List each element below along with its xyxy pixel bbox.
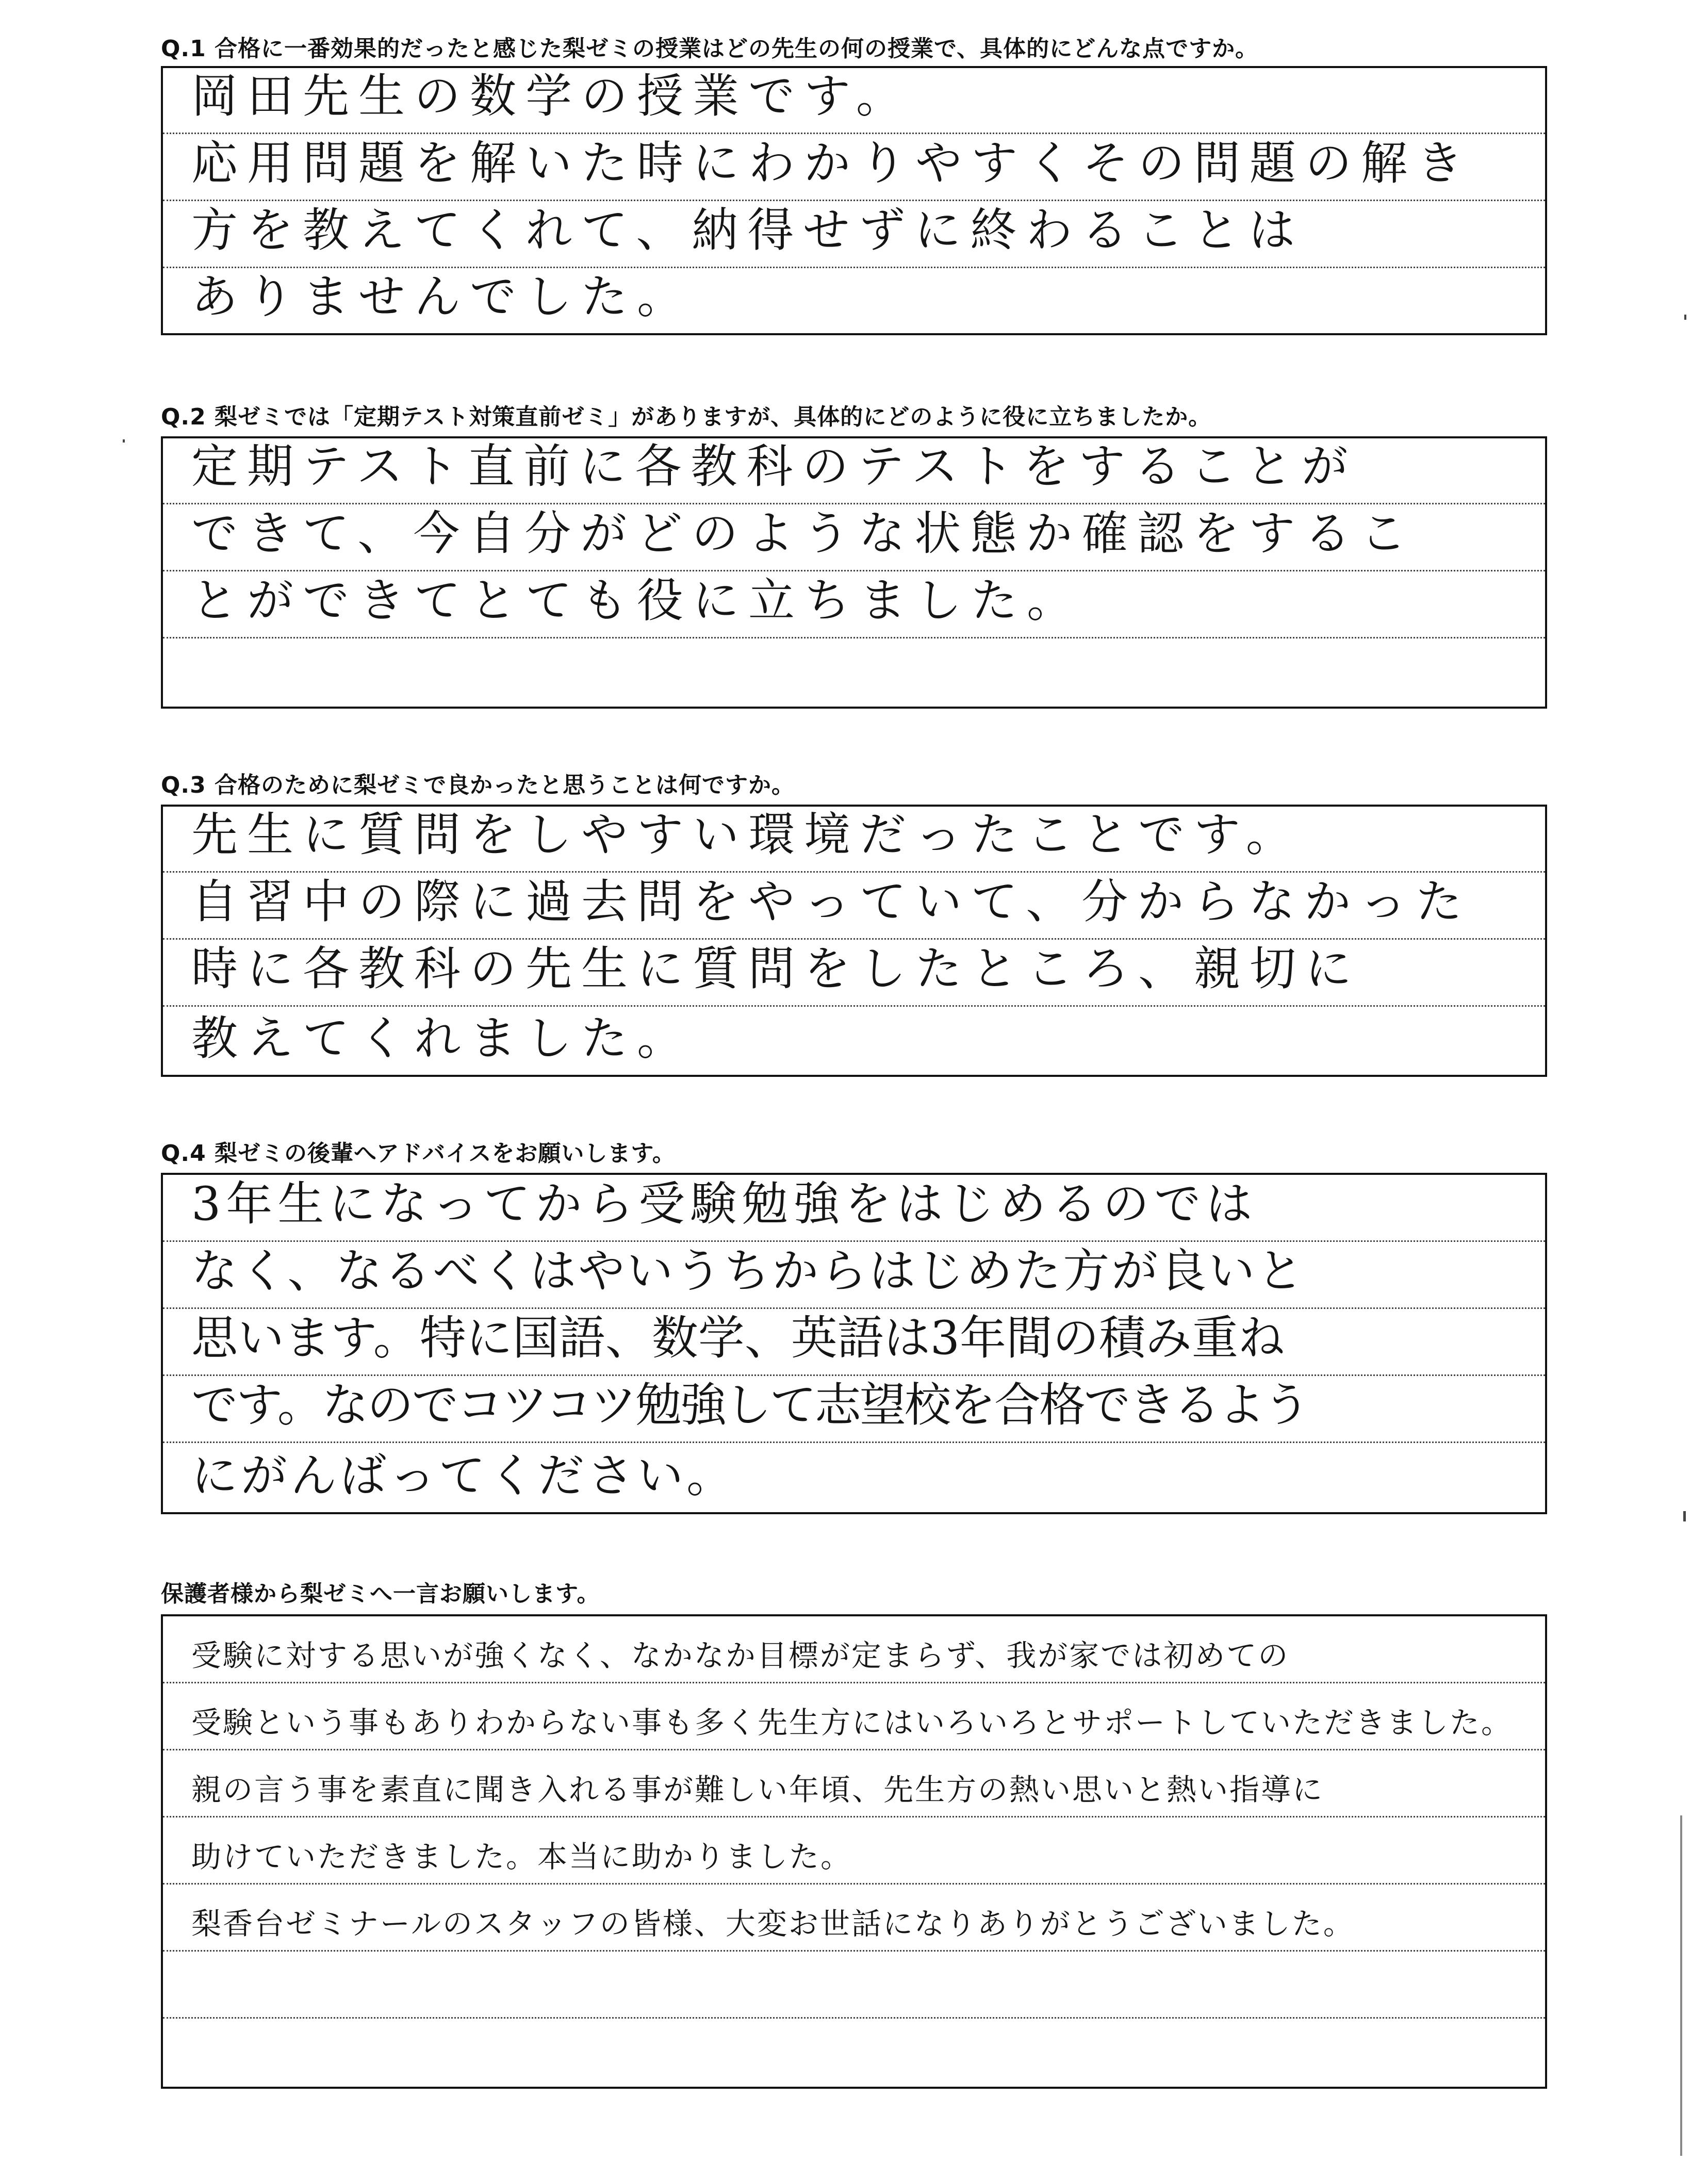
answer-line (163, 1616, 1545, 1683)
answer-line (163, 1175, 1545, 1242)
handwritten-text: とができてとても役に立ちました。 (191, 574, 1082, 628)
question-4-title: Q.4 梨ゼミの後輩へアドバイスをお願いします。 (161, 1140, 676, 1167)
question-4-answer-box (161, 1173, 1547, 1514)
parent-comment-title: 保護者様から梨ゼミへ一言お願いします。 (161, 1581, 600, 1607)
question-1-answer-box (161, 66, 1547, 335)
question-3-answer-box (161, 805, 1547, 1077)
answer-line (163, 1376, 1545, 1443)
answer-line (163, 571, 1545, 638)
handwritten-text: 先生に質問をしやすい環境だったことです。 (191, 808, 1302, 862)
answer-line (163, 68, 1545, 134)
handwritten-text: 応用問題を解いた時にわかりやすくその問題の解き (191, 136, 1472, 190)
answer-line (163, 638, 1545, 707)
answer-line (163, 1007, 1545, 1075)
handwritten-text: 定期テスト直前に各教科のテストをすることが (191, 439, 1357, 494)
question-1-title: Q.1 合格に一番効果的だったと感じた梨ゼミの授業はどの先生の何の授業で、具体的にどんな点ですか。 (161, 36, 1259, 62)
scan-artifact (1683, 1511, 1686, 1521)
answer-line (163, 504, 1545, 571)
handwritten-text: なく、なるべくはやいうちからはじめた方が良いと (191, 1244, 1306, 1298)
question-3-title: Q.3 合格のために梨ゼミで良かったと思うことは何ですか。 (161, 772, 795, 798)
handwritten-text: 時に各教科の先生に質問をしたところ、親切に (191, 942, 1361, 996)
answer-line (163, 1750, 1545, 1817)
handwritten-text: 受験に対する思いが強くなく、なかなか目標が定まらず、我が家では初めての (191, 1638, 1290, 1673)
handwritten-text: 親の言う事を素直に聞き入れる事が難しい年頃、先生方の熱い思いと熱い指導に (191, 1772, 1324, 1807)
handwritten-text: 自習中の際に過去問をやっていて、分からなかった (191, 875, 1472, 929)
question-2-answer-box (161, 436, 1547, 709)
answer-line (163, 2019, 1545, 2087)
handwritten-text: ありませんでした。 (191, 270, 693, 324)
handwritten-text: にがんばってください。 (191, 1449, 736, 1503)
answer-line (163, 1885, 1545, 1952)
answer-line (163, 1309, 1545, 1376)
answer-line (163, 1242, 1545, 1309)
answer-line (163, 201, 1545, 268)
answer-line (163, 873, 1545, 940)
handwritten-text: 受験という事もありわからない事も多く先生方にはいろいろとサポートしていただきました。 (191, 1705, 1513, 1740)
handwritten-text: です。なのでコツコツ勉強して志望校を合格できるよう (191, 1378, 1308, 1432)
handwritten-text: 助けていただきました。本当に助かりました。 (191, 1839, 852, 1874)
handwritten-text: 3年生になってから受験勉強をはじめるのでは (191, 1177, 1258, 1231)
answer-line (163, 438, 1545, 504)
answer-line (163, 807, 1545, 873)
answer-line (163, 940, 1545, 1007)
answer-line (163, 134, 1545, 201)
parent-comment-box (161, 1614, 1547, 2089)
handwritten-text: 方を教えてくれて、納得せずに終わることは (191, 203, 1305, 257)
answer-line (163, 1952, 1545, 2019)
handwritten-text: 教えてくれました。 (191, 1011, 693, 1066)
scan-artifact (1684, 315, 1686, 320)
scan-edge-line (1680, 1815, 1682, 2156)
scan-artifact (123, 439, 125, 443)
answer-line (163, 268, 1545, 333)
handwritten-text: 思います。特に国語、数学、英語は3年間の積み重ね (191, 1311, 1285, 1365)
question-2-title: Q.2 梨ゼミでは「定期テスト対策直前ゼミ」がありますが、具体的にどのように役に立ちましたか。 (161, 404, 1212, 430)
handwritten-text: できて、今自分がどのような状態か確認をするこ (191, 506, 1416, 561)
handwritten-text: 岡田先生の数学の授業です。 (191, 69, 912, 123)
handwritten-text: 梨香台ゼミナールのスタッフの皆様、大変お世話になりありがとうございました。 (191, 1906, 1355, 1941)
answer-line (163, 1817, 1545, 1885)
answer-line (163, 1683, 1545, 1750)
answer-line (163, 1443, 1545, 1512)
